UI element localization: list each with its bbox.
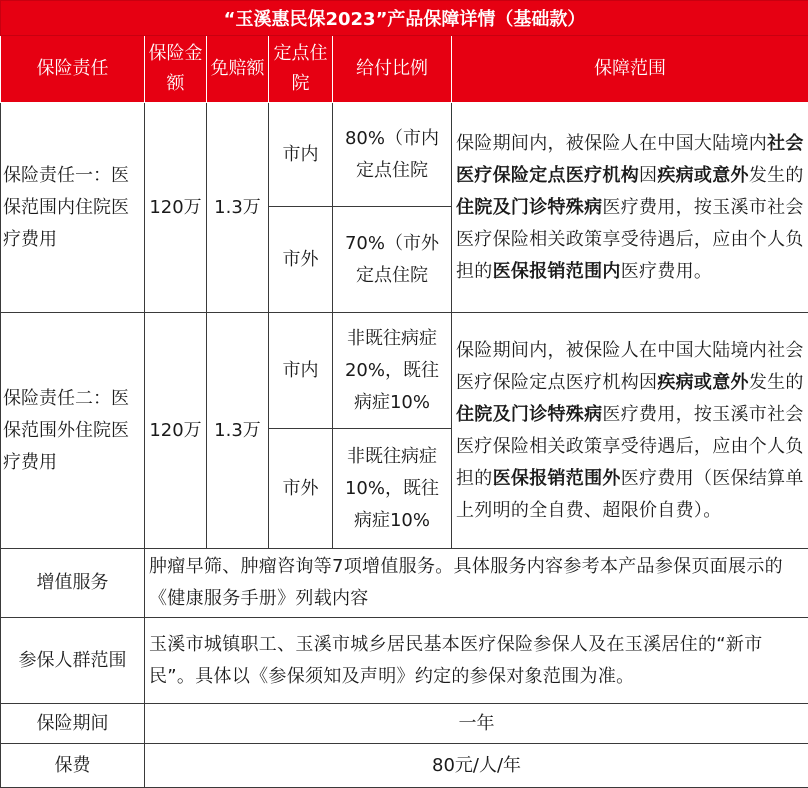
duty2-deductible: 1.3万 [207, 313, 269, 549]
duty2-in-city-ratio: 非既往病症20%，既往病症10% [333, 313, 452, 429]
duty1-amount: 120万 [145, 103, 207, 313]
header-ratio: 给付比例 [333, 36, 452, 103]
duty1-deductible: 1.3万 [207, 103, 269, 313]
header-scope: 保障范围 [452, 36, 808, 103]
header-deductible: 免赔额 [207, 36, 269, 103]
duty1-name: 保险责任一：医保范围内住院医疗费用 [1, 103, 145, 313]
header-amount: 保险金额 [145, 36, 207, 103]
premium-value: 80元/人/年 [145, 744, 808, 788]
duty1-out-city-ratio: 70%（市外定点住院 [333, 207, 452, 313]
duty1-out-city: 市外 [269, 207, 333, 313]
insured-scope-text: 玉溪市城镇职工、玉溪市城乡居民基本医疗保险参保人及在玉溪居住的“新市民”。具体以《参保须知及声明》约定的参保对象范围为准。 [145, 618, 808, 704]
premium-label: 保费 [1, 744, 145, 788]
table-title: “玉溪惠民保2023”产品保障详情（基础款） [1, 1, 808, 36]
duty2-amount: 120万 [145, 313, 207, 549]
insured-scope-label: 参保人群范围 [1, 618, 145, 704]
period-value: 一年 [145, 704, 808, 744]
duty1-scope: 保险期间内，被保险人在中国大陆境内社会医疗保险定点医疗机构因疾病或意外发生的住院及门诊特殊病医疗费用，按玉溪市社会医疗保险相关政策享受待遇后，应由个人负担的医保报销范围内医疗费用。 [452, 103, 808, 313]
header-duty: 保险责任 [1, 36, 145, 103]
header-hospital: 定点住院 [269, 36, 333, 103]
duty2-in-city: 市内 [269, 313, 333, 429]
duty2-name: 保险责任二：医保范围外住院医疗费用 [1, 313, 145, 549]
duty2-scope: 保险期间内，被保险人在中国大陆境内社会医疗保险定点医疗机构因疾病或意外发生的住院及门诊特殊病医疗费用，按玉溪市社会医疗保险相关政策享受待遇后，应由个人负担的医保报销范围外医疗费用（医保结算单上列明的全自费、超限价自费）。 [452, 313, 808, 549]
value-added-text: 肿瘤早筛、肿瘤咨询等7项增值服务。具体服务内容参考本产品参保页面展示的《健康服务手册》列载内容 [145, 549, 808, 618]
duty1-in-city-ratio: 80%（市内定点住院 [333, 103, 452, 207]
period-label: 保险期间 [1, 704, 145, 744]
duty2-out-city-ratio: 非既往病症10%，既往病症10% [333, 429, 452, 549]
duty1-in-city: 市内 [269, 103, 333, 207]
duty2-out-city: 市外 [269, 429, 333, 549]
value-added-label: 增值服务 [1, 549, 145, 618]
